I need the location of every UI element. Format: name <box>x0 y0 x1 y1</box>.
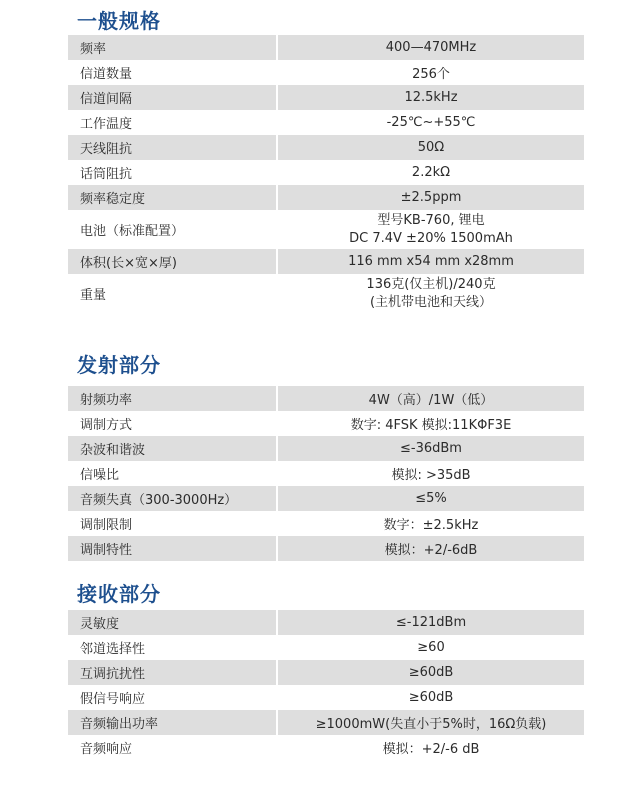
spec-label: 频率 <box>68 35 276 60</box>
table-row <box>68 635 584 660</box>
spec-label: 话筒阻抗 <box>80 167 133 182</box>
spec-label: 体积(长×宽×厚) <box>68 249 276 274</box>
spec-label: 灵敏度 <box>68 610 276 635</box>
spec-label: 信道数量 <box>80 67 133 82</box>
spec-table <box>68 35 584 313</box>
spec-value: 模拟：+2/-6 dB <box>382 742 480 757</box>
table-row <box>68 660 584 685</box>
section-title: 一般规格 <box>77 9 161 33</box>
spec-value: ≤5% <box>278 486 584 511</box>
spec-label: 天线阻抗 <box>68 135 276 160</box>
spec-value: 4W（高）/1W（低） <box>278 386 584 411</box>
table-row <box>68 274 584 313</box>
spec-value: 50Ω <box>278 135 584 160</box>
spec-label: 调制方式 <box>80 418 133 433</box>
table-row <box>68 461 584 486</box>
table-row <box>68 610 584 635</box>
table-row <box>68 685 584 710</box>
spec-label: 音频输出功率 <box>68 710 276 735</box>
spec-label: 电池（标准配置） <box>80 224 185 239</box>
spec-label: 射频功率 <box>68 386 276 411</box>
spec-value: ≤-36dBm <box>278 436 584 461</box>
spec-value-line: 136克(仅主机)/240克 <box>366 276 496 292</box>
spec-value: 模拟：+2/-6dB <box>278 536 584 561</box>
table-row <box>68 210 584 249</box>
spec-value-line: DC 7.4V ±20% 1500mAh <box>349 230 513 246</box>
spec-value: 116 mm x54 mm x28mm <box>278 249 584 274</box>
spec-table <box>68 386 584 561</box>
spec-label: 假信号响应 <box>80 692 146 707</box>
table-row <box>68 85 584 110</box>
section-title: 接收部分 <box>77 582 161 606</box>
spec-label: 互调抗扰性 <box>68 660 276 685</box>
spec-value-line: 型号KB-760, 锂电 <box>377 212 485 228</box>
spec-value: 数字: 4FSK 模拟:11KΦF3E <box>350 418 512 433</box>
spec-value-line: (主机带电池和天线） <box>369 294 493 310</box>
table-row <box>68 710 584 735</box>
table-row <box>68 386 584 411</box>
table-row <box>68 35 584 60</box>
table-row <box>68 411 584 436</box>
section-receive <box>68 580 584 760</box>
table-row <box>68 436 584 461</box>
spec-label: 调制限制 <box>80 518 133 533</box>
spec-label: 工作温度 <box>80 117 133 132</box>
table-row <box>68 486 584 511</box>
spec-value: 12.5kHz <box>278 85 584 110</box>
spec-label: 重量 <box>80 288 107 303</box>
spec-value: 数字：±2.5kHz <box>383 518 479 533</box>
spec-label: 信噪比 <box>80 468 120 483</box>
spec-value: 256个 <box>412 67 450 82</box>
spec-value <box>278 210 584 249</box>
table-row <box>68 160 584 185</box>
spec-value: 400—470MHz <box>278 35 584 60</box>
spec-label: 杂波和谐波 <box>68 436 276 461</box>
table-row <box>68 249 584 274</box>
spec-value: -25℃~+55℃ <box>386 115 476 130</box>
spec-label: 信道间隔 <box>68 85 276 110</box>
spec-label: 音频响应 <box>80 742 133 757</box>
spec-value: ≥60dB <box>278 660 584 685</box>
section-transmit <box>68 351 584 561</box>
table-row <box>68 536 584 561</box>
table-row <box>68 185 584 210</box>
spec-value: ≥60dB <box>408 690 454 705</box>
section-general <box>68 7 584 313</box>
spec-label: 音频失真（300-3000Hz） <box>68 486 276 511</box>
spec-value: ≥1000mW(失直小于5%时，16Ω负载) <box>278 710 584 735</box>
spec-value: 2.2kΩ <box>411 165 451 180</box>
table-row <box>68 735 584 760</box>
spec-value: ±2.5ppm <box>278 185 584 210</box>
section-title: 发射部分 <box>77 353 161 377</box>
spec-table <box>68 610 584 760</box>
spec-value: 模拟: >35dB <box>391 468 471 483</box>
spec-value: ≥60 <box>417 640 445 655</box>
spec-value: ≤-121dBm <box>278 610 584 635</box>
table-row <box>68 110 584 135</box>
table-row <box>68 511 584 536</box>
table-row <box>68 135 584 160</box>
spec-label: 调制特性 <box>68 536 276 561</box>
table-row <box>68 60 584 85</box>
spec-label: 邻道选择性 <box>80 642 146 657</box>
spec-label: 频率稳定度 <box>68 185 276 210</box>
spec-value <box>278 274 584 313</box>
